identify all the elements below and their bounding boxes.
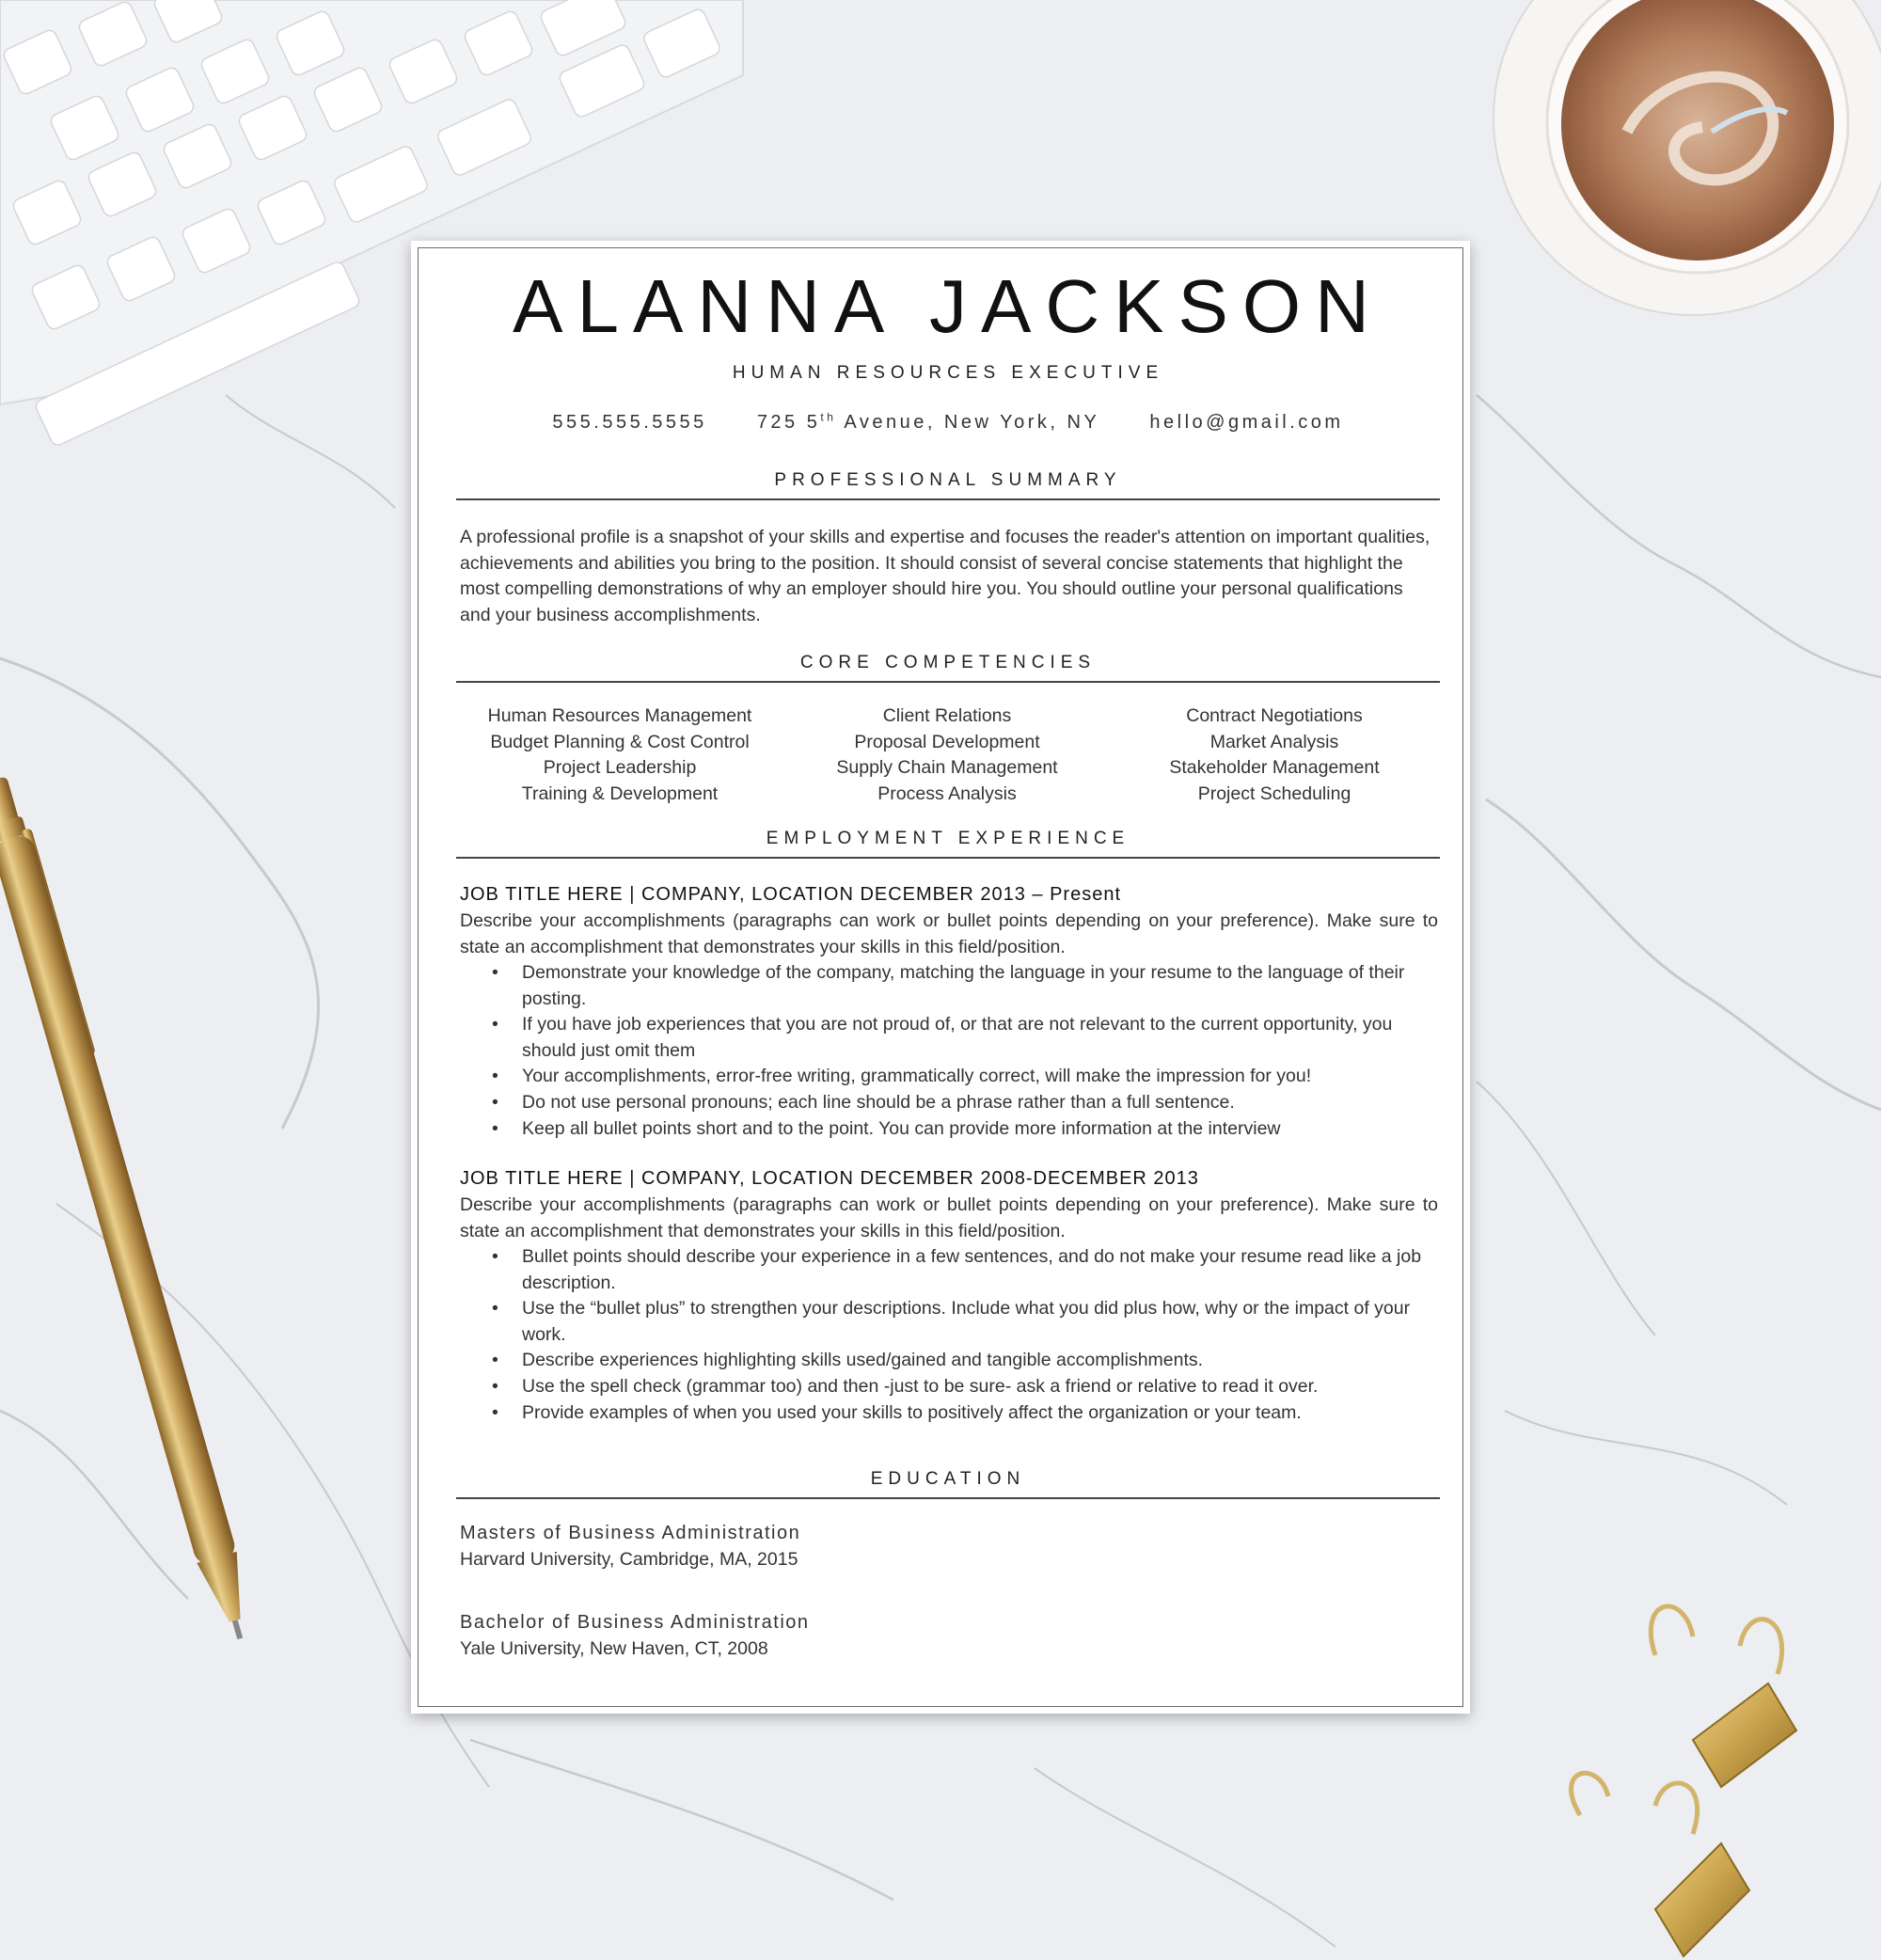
- education-school: Yale University, New Haven, CT, 2008: [460, 1638, 768, 1659]
- competencies-column: [460, 703, 780, 807]
- summary-heading: PROFESSIONAL SUMMARY: [774, 470, 1122, 490]
- experience-heading: EMPLOYMENT EXPERIENCE: [766, 829, 1130, 848]
- list-item: • Bullet points should describe your experience in a few sentences, and do not make your resume read like a job description.: [460, 1244, 1438, 1296]
- competency-item: Market Analysis: [1209, 731, 1339, 752]
- candidate-title: HUMAN RESOURCES EXECUTIVE: [732, 363, 1164, 383]
- competency-item: Training & Development: [521, 782, 719, 804]
- resume-page: [411, 241, 1470, 1714]
- candidate-name: ALANNA JACKSON: [513, 264, 1383, 348]
- summary-rule: [456, 498, 1440, 500]
- list-item: • Use the spell check (grammar too) and then -just to be sure- ask a friend or relative to read it over.: [460, 1374, 1438, 1400]
- competencies-grid: [456, 703, 1440, 816]
- competency-item: Client Relations: [882, 705, 1012, 726]
- education-rule: [456, 1497, 1440, 1499]
- address: [757, 412, 1100, 433]
- education-degree: Bachelor of Business Administration: [460, 1612, 810, 1633]
- competency-item: Process Analysis: [877, 782, 1017, 804]
- list-item: • Provide examples of when you used your skills to positively affect the organization or your team.: [460, 1400, 1438, 1427]
- education-degree: Masters of Business Administration: [460, 1523, 801, 1543]
- address-sup: th: [820, 410, 837, 423]
- job-bullets: [460, 960, 1438, 1142]
- list-item: • Your accomplishments, error-free writing, grammatically correct, will make the impression for you!: [460, 1064, 1438, 1090]
- competency-item: Stakeholder Management: [1169, 757, 1380, 779]
- list-item: • Describe experiences highlighting skills used/gained and tangible accomplishments.: [460, 1348, 1438, 1374]
- competency-item: Proposal Development: [854, 731, 1040, 752]
- competencies-column: [787, 703, 1107, 807]
- job-title: JOB TITLE HERE | COMPANY, LOCATION DECEMBER 2008-DECEMBER 2013: [460, 1168, 1199, 1189]
- summary-text: A professional profile is a snapshot of your skills and expertise and focuses the reader's attention on important qualities, achievements and abilities you bring to the position. It should consist of several concise statements that highlight the most compelling demonstrations of why an employer should hire you. You should outline your personal qualifications and your business accomplishments.: [460, 527, 1431, 625]
- competency-item: Human Resources Management: [487, 705, 752, 726]
- job-bullets: [460, 1244, 1438, 1426]
- competencies-heading: CORE COMPETENCIES: [799, 653, 1097, 672]
- competencies-column: [1114, 703, 1434, 807]
- list-item: • Keep all bullet points short and to the point. You can provide more information at the interview: [460, 1116, 1438, 1143]
- competency-item: Project Scheduling: [1197, 782, 1351, 804]
- competency-item: Project Leadership: [543, 757, 697, 779]
- competency-item: Contract Negotiations: [1186, 705, 1363, 726]
- list-item: • If you have job experiences that you are not proud of, or that are not relevant to the current opportunity, you should just omit them: [460, 1012, 1438, 1064]
- job-description: Describe your accomplishments (paragraphs can work or bullet points depending on your preference). Make sure to state an accomplishment that demonstrates your skills in this field/position.: [460, 910, 1438, 957]
- list-item: • Demonstrate your knowledge of the company, matching the language in your resume to the language of their posting.: [460, 960, 1438, 1012]
- address-prefix: 725 5: [756, 411, 821, 433]
- education-heading: EDUCATION: [870, 1469, 1026, 1489]
- list-item: • Do not use personal pronouns; each line should be a phrase rather than a full sentence.: [460, 1090, 1438, 1116]
- competencies-rule: [456, 681, 1440, 683]
- phone: 555.555.5555: [552, 411, 707, 433]
- experience-rule: [456, 857, 1440, 859]
- education-school: Harvard University, Cambridge, MA, 2015: [460, 1549, 798, 1570]
- contact-line: [456, 410, 1440, 434]
- competency-item: Budget Planning & Cost Control: [490, 731, 750, 752]
- address-suffix: Avenue, New York, NY: [836, 411, 1100, 433]
- email: hello@gmail.com: [1149, 411, 1344, 433]
- job-title: JOB TITLE HERE | COMPANY, LOCATION DECEMBER 2013 – Present: [460, 884, 1122, 905]
- list-item: • Use the “bullet plus” to strengthen your descriptions. Include what you did plus how, why or the impact of your work.: [460, 1296, 1438, 1348]
- competency-item: Supply Chain Management: [836, 757, 1058, 779]
- job-description: Describe your accomplishments (paragraphs can work or bullet points depending on your preference). Make sure to state an accomplishment that demonstrates your skills in this field/position.: [460, 1194, 1438, 1241]
